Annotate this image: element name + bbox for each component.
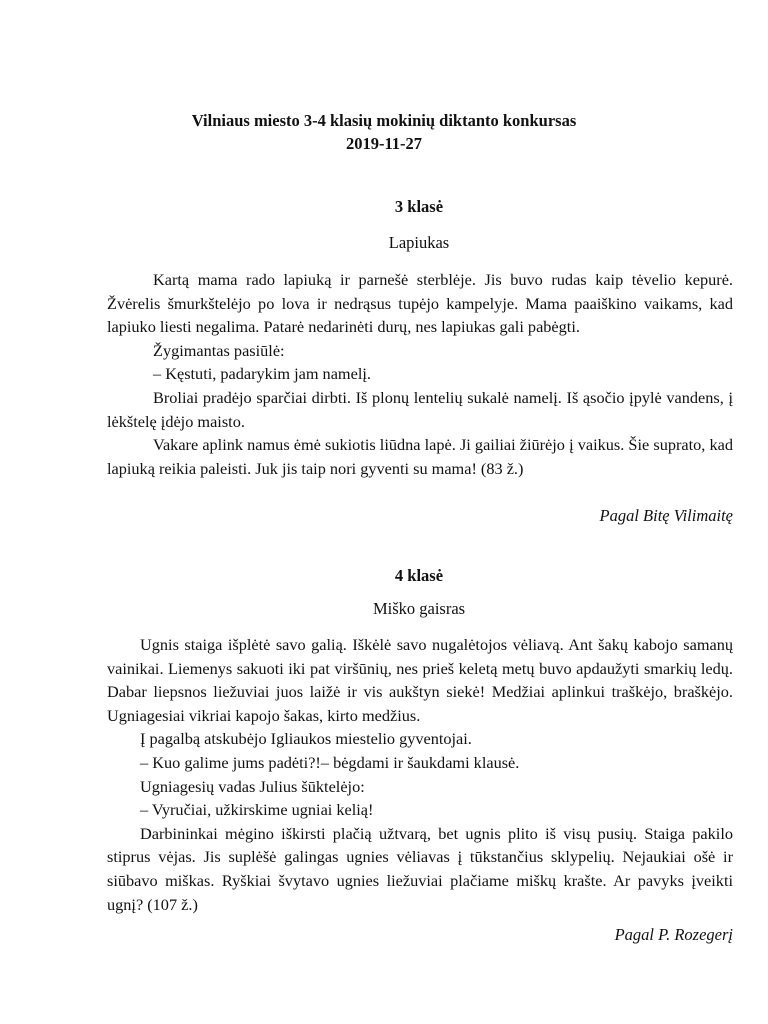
story-title-lapiukas: Lapiukas xyxy=(388,233,450,252)
paragraph: Vakare aplink namus ėmė sukiotis liūdna lapė. Ji gailiai žiūrėjo į vaikus. Šie suprato, kad lapiuką reikia paleisti. Juk jis taip nori gyventi su mama! (83 ž.) xyxy=(107,435,733,478)
paragraph: – Kęstuti, padarykim jam namelį. xyxy=(153,364,371,384)
paragraph: Broliai pradėjo sparčiai dirbti. Iš plonų lentelių sukalė namelį. Iš ąsočio įpylė vandens, į lėkštelę įdėjo maisto. xyxy=(107,387,733,431)
paragraph: – Kuo galime jums padėti?!– bėgdami ir šaukdami klausė. xyxy=(140,752,520,772)
paragraph: Ugniagesių vadas Julius šūktelėjo: xyxy=(140,776,365,796)
story-text-lapiukas xyxy=(107,268,733,480)
paragraph: – Vyručiai, užkirskime ugniai kelią! xyxy=(140,800,374,820)
author-credit-lapiukas: Pagal Bitę Vilimaitę xyxy=(599,506,733,525)
contest-date: 2019-11-27 xyxy=(345,134,423,153)
story-title-misko-gaisras: Miško gaisras xyxy=(372,599,466,618)
paragraph: Kartą mama rado lapiuką ir parnešė sterblėje. Jis buvo rudas kaip tėvelio kepurė. Žvėrelis šmurkštelėjo po lova ir nedrąsus tupėjo kampelyje. Mama paaiškino vaikams, kad lapiuko liesti negalima. Patarė nedarinėti durų, nes lapiukas gali pabėgti. xyxy=(107,270,733,337)
grade-3-heading: 3 klasė xyxy=(394,197,444,216)
contest-title: Vilniaus miesto 3-4 klasių mokinių diktanto konkursas xyxy=(191,111,577,130)
story-text-misko-gaisras xyxy=(107,633,733,916)
author-credit-misko-gaisras: Pagal P. Rozegerį xyxy=(614,925,733,944)
document-header xyxy=(0,109,768,155)
paragraph: Į pagalbą atskubėjo Igliaukos miestelio gyventojai. xyxy=(140,729,472,749)
grade-4-heading: 4 klasė xyxy=(394,566,444,585)
paragraph: Ugnis staiga išplėtė savo galią. Iškėlė savo nugalėtojos vėliavą. Ant šakų kabojo samanų vainikai. Liemenys sakuoti iki pat viršūnių, nes prieš keletą metų buvo apdaužyti smarkių ledų. Dabar liepsnos liežuviai juos laižė ir vis aukštyn siekė! Medžiai aplinkui traškėjo, braškėjo. Ugniagesiai vikriai kapojo šakas, kirto medžius. xyxy=(107,635,733,725)
paragraph: Darbininkai mėgino iškirsti plačią užtvarą, bet ugnis plito iš visų pusių. Staiga pakilo stiprus vėjas. Jis suplėšė galingas ugnies vėliavas į tūkstančius sklypelių. Nejaukiai ošė ir siūbavo miškas. Ryškiai švytavo ugnies liežuviai plačiame miškų krašte. Ar pavyks įveikti ugnį? (107 ž.) xyxy=(107,823,733,914)
paragraph: Žygimantas pasiūlė: xyxy=(153,340,285,360)
